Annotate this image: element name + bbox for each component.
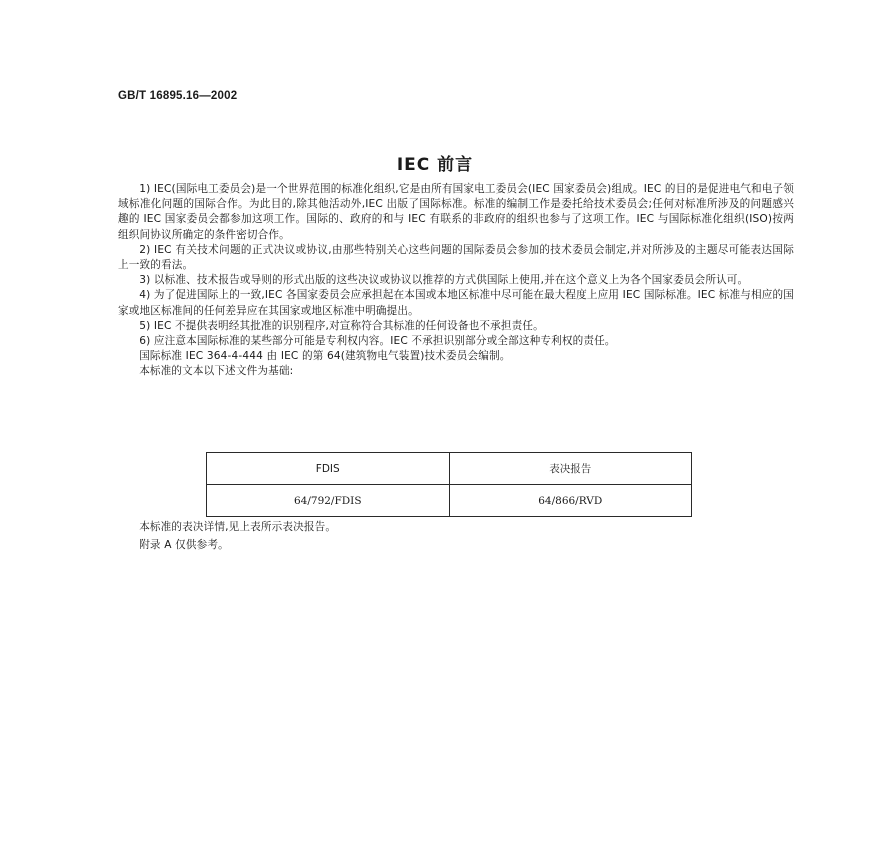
voting-documents-table	[206, 452, 692, 517]
table-cell: 64/792/FDIS	[207, 485, 450, 517]
table-row	[207, 485, 692, 517]
paragraph-4: 4) 为了促进国际上的一致,IEC 各国家委员会应承担起在本国或本地区标准中尽可能在最大程度上应用 IEC 国际标准。IEC 标准与相应的国家或地区标准间的任何差异应在其国家或地区标准中明确提出。	[118, 289, 794, 317]
paragraph-6: 6) 应注意本国际标准的某些部分可能是专利权内容。IEC 不承担识别部分或全部这种专利权的责任。	[139, 335, 616, 348]
voting-details-note: 本标准的表决详情,见上表所示表决报告。	[139, 521, 337, 533]
paragraph-1: 1) IEC(国际电工委员会)是一个世界范围的标准化组织,它是由所有国家电工委员会(IEC 国家委员会)组成。IEC 的目的是促进电气和电子领域标准化问题的国际合作。为此目的,除其他活动外,IEC 出版了国际标准。标准的编制工作是委托给技术委员会;任何对标准所涉及的问题感兴趣的 IEC 国家委员会都参加这项工作。国际的、政府的和与 IEC 有联系的非政府的组织也参与了这项工作。IEC 与国际标准化组织(ISO)按两组织间协议所确定的条件密切合作。	[118, 183, 794, 241]
foreword-body	[118, 182, 794, 380]
annex-note: 附录 A 仅供参考。	[139, 539, 229, 551]
paragraph-2: 2) IEC 有关技术问题的正式决议或协议,由那些特别关心这些问题的国际委员会参加的技术委员会制定,并对所涉及的主题尽可能表达国际上一致的看法。	[118, 243, 794, 272]
standard-number: GB/T 16895.16—2002	[118, 90, 238, 102]
page-title: IEC 前言	[396, 155, 474, 175]
table-header-cell: 表决报告	[449, 453, 692, 485]
table-cell: 64/866/RVD	[449, 485, 692, 517]
paragraph-8: 本标准的文本以下述文件为基础:	[139, 365, 294, 378]
paragraph-3: 3) 以标准、技术报告或导则的形式出版的这些决议或协议以推荐的方式供国际上使用,并在这个意义上为各个国家委员会所认可。	[139, 274, 749, 287]
paragraph-7: 国际标准 IEC 364-4-444 由 IEC 的第 64(建筑物电气装置)技术委员会编制。	[139, 350, 511, 363]
table-header-row	[207, 453, 692, 485]
table-header-cell: FDIS	[207, 453, 450, 485]
after-table-notes	[118, 518, 794, 554]
paragraph-5: 5) IEC 不提供表明经其批准的识别程序,对宣称符合其标准的任何设备也不承担责任。	[139, 319, 544, 332]
